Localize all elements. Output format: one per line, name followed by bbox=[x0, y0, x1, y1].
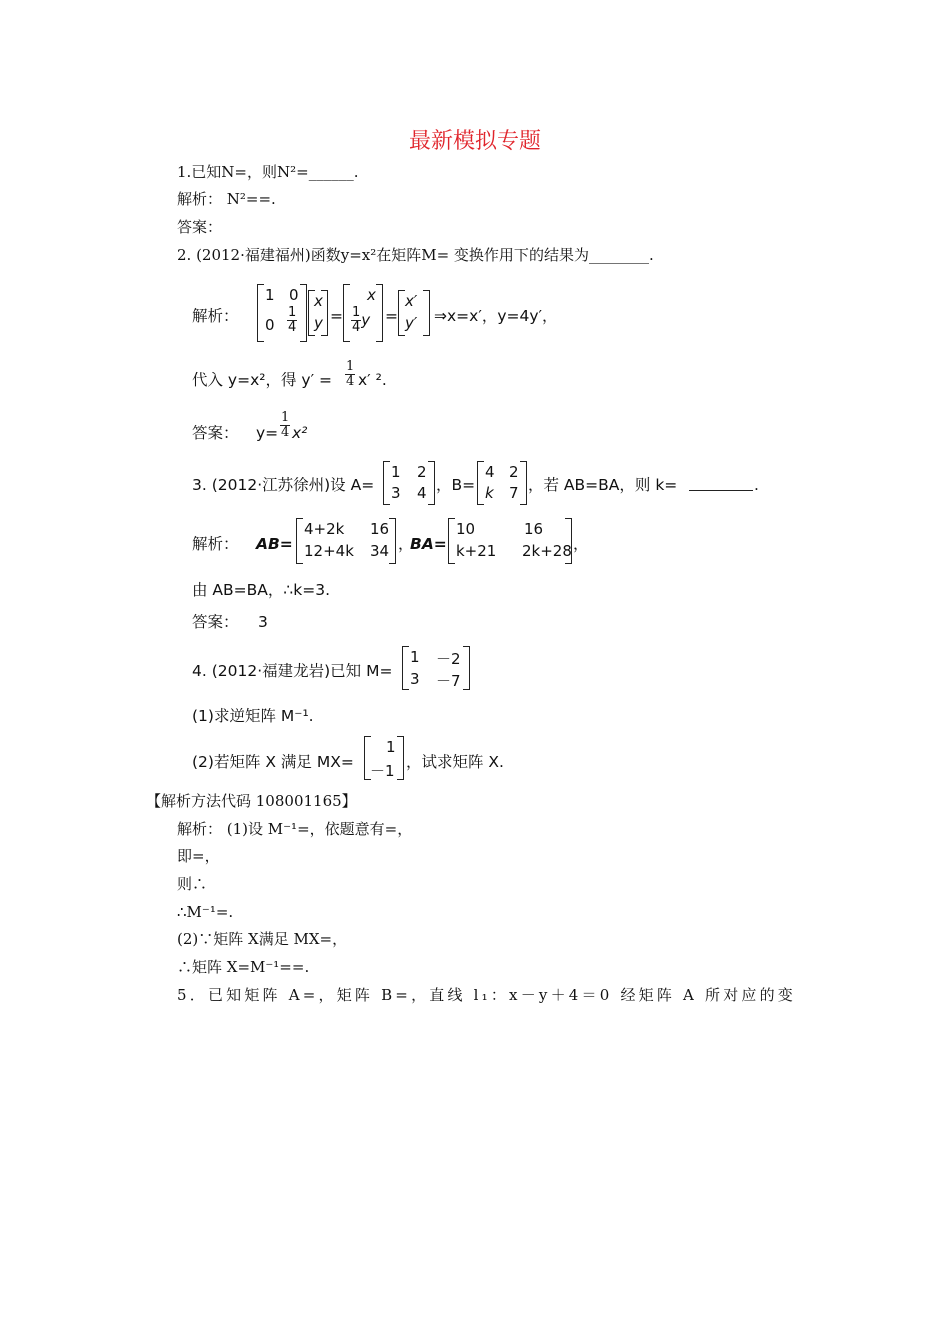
ab-cell: 12+4k bbox=[304, 542, 354, 560]
q4-part2-a: (2)若矩阵 X 满足 MX= bbox=[192, 753, 354, 771]
method-code: 【解析方法代码 108001165】 bbox=[146, 792, 357, 810]
page-title: 最新模拟专题 bbox=[408, 129, 541, 154]
sol-line-5: (2)∵矩阵 X满足 MX=， bbox=[177, 930, 348, 948]
q2-matrix-m: 1 0 0 $\frac{1}{4}$ bbox=[257, 284, 307, 342]
q3-answer-label: 答案： bbox=[192, 613, 239, 631]
ab-cell: 16 bbox=[370, 520, 390, 538]
q3-stem-a: 3. (2012·江苏徐州)设 A= bbox=[192, 476, 375, 494]
q2-vector-result: x $\frac{1}{4}$ y bbox=[343, 284, 383, 342]
q2-eq2: = bbox=[385, 307, 398, 325]
q3-therefore: 由 AB=BA，∴k=3. bbox=[192, 581, 331, 599]
q2-fraction-quarter: $\frac{1}{4}$ bbox=[346, 359, 355, 389]
q4-part2-b: ，试求矩阵 X. bbox=[406, 753, 504, 771]
q3-answer-blank bbox=[689, 478, 753, 491]
q2-vector-prime: x′ y′ bbox=[398, 290, 430, 336]
q2-answer-fraction: $\frac{1}{4}$ bbox=[281, 410, 290, 440]
q3-matrix-ab bbox=[296, 518, 396, 564]
q4-vector: 1 －1 bbox=[364, 736, 404, 780]
q4-matrix-m: 1 －2 3 －7 bbox=[402, 646, 470, 690]
sol-line-4: ∴M⁻¹=. bbox=[177, 903, 234, 921]
ba-cell: 16 bbox=[524, 520, 544, 538]
q1-analysis: 解析： N²==. bbox=[177, 190, 276, 208]
q3-matrix-b: 4 2 k 7 bbox=[477, 461, 527, 505]
q3-comma2: ， bbox=[573, 535, 589, 553]
q3-ba-label: BA= bbox=[410, 535, 447, 553]
ba-cell: 10 bbox=[456, 520, 476, 538]
ba-cell: 2k+28 bbox=[522, 542, 572, 560]
q3-comma: ， bbox=[398, 535, 414, 553]
q4-stem: 4. (2012·福建龙岩)已知 M= bbox=[192, 662, 393, 680]
ba-cell: k+21 bbox=[456, 542, 497, 560]
q2-substitute: 代入 y=x²，得 y′ = bbox=[192, 371, 333, 389]
q2-substitute-tail: x′ ². bbox=[358, 371, 387, 389]
sol-line-6: ∴矩阵 X=M⁻¹==. bbox=[177, 958, 310, 976]
q2-analysis-tail: ⇒x=x′，y=4y′， bbox=[434, 307, 558, 325]
q3-period: . bbox=[754, 476, 759, 494]
sol-line-2: 即=， bbox=[177, 847, 220, 865]
q3-matrix-a: 1 2 3 4 bbox=[383, 461, 435, 505]
q3-ab-label: AB= bbox=[256, 535, 293, 553]
sol-line-3: 则∴ bbox=[177, 875, 208, 893]
q5-stem: 5．已知矩阵 A=，矩阵 B=，直线 l₁：x－y＋4＝0 经矩阵 A 所对应的变 bbox=[177, 986, 797, 1004]
q2-eq1: = bbox=[330, 307, 343, 325]
q1-answer: 答案： bbox=[177, 218, 223, 236]
q3-analysis-label: 解析： bbox=[192, 535, 239, 553]
q3-stem-b: ，B= bbox=[436, 476, 476, 494]
sol-line-1: 解析： (1)设 M⁻¹=，依题意有=， bbox=[177, 820, 413, 838]
q3-matrix-ba bbox=[448, 518, 572, 564]
q2-analysis-label: 解析： bbox=[192, 307, 239, 325]
ab-cell: 34 bbox=[370, 542, 390, 560]
q4-part1: (1)求逆矩阵 M⁻¹. bbox=[192, 707, 314, 725]
q2-answer-x2: x² bbox=[292, 424, 308, 442]
ab-cell: 4+2k bbox=[304, 520, 345, 538]
q2-vector-xy: x y bbox=[308, 290, 328, 336]
q1-stem: 1.已知N=，则N²=______. bbox=[177, 163, 359, 181]
q2-answer-label: 答案： bbox=[192, 424, 239, 442]
q2-stem: 2. (2012·福建福州)函数y=x²在矩阵M= 变换作用下的结果为________. bbox=[177, 246, 654, 264]
q2-answer-expr: y= bbox=[256, 424, 279, 442]
q3-answer-value: 3 bbox=[258, 613, 268, 631]
q3-stem-c: ，若 AB=BA，则 k= bbox=[528, 476, 678, 494]
